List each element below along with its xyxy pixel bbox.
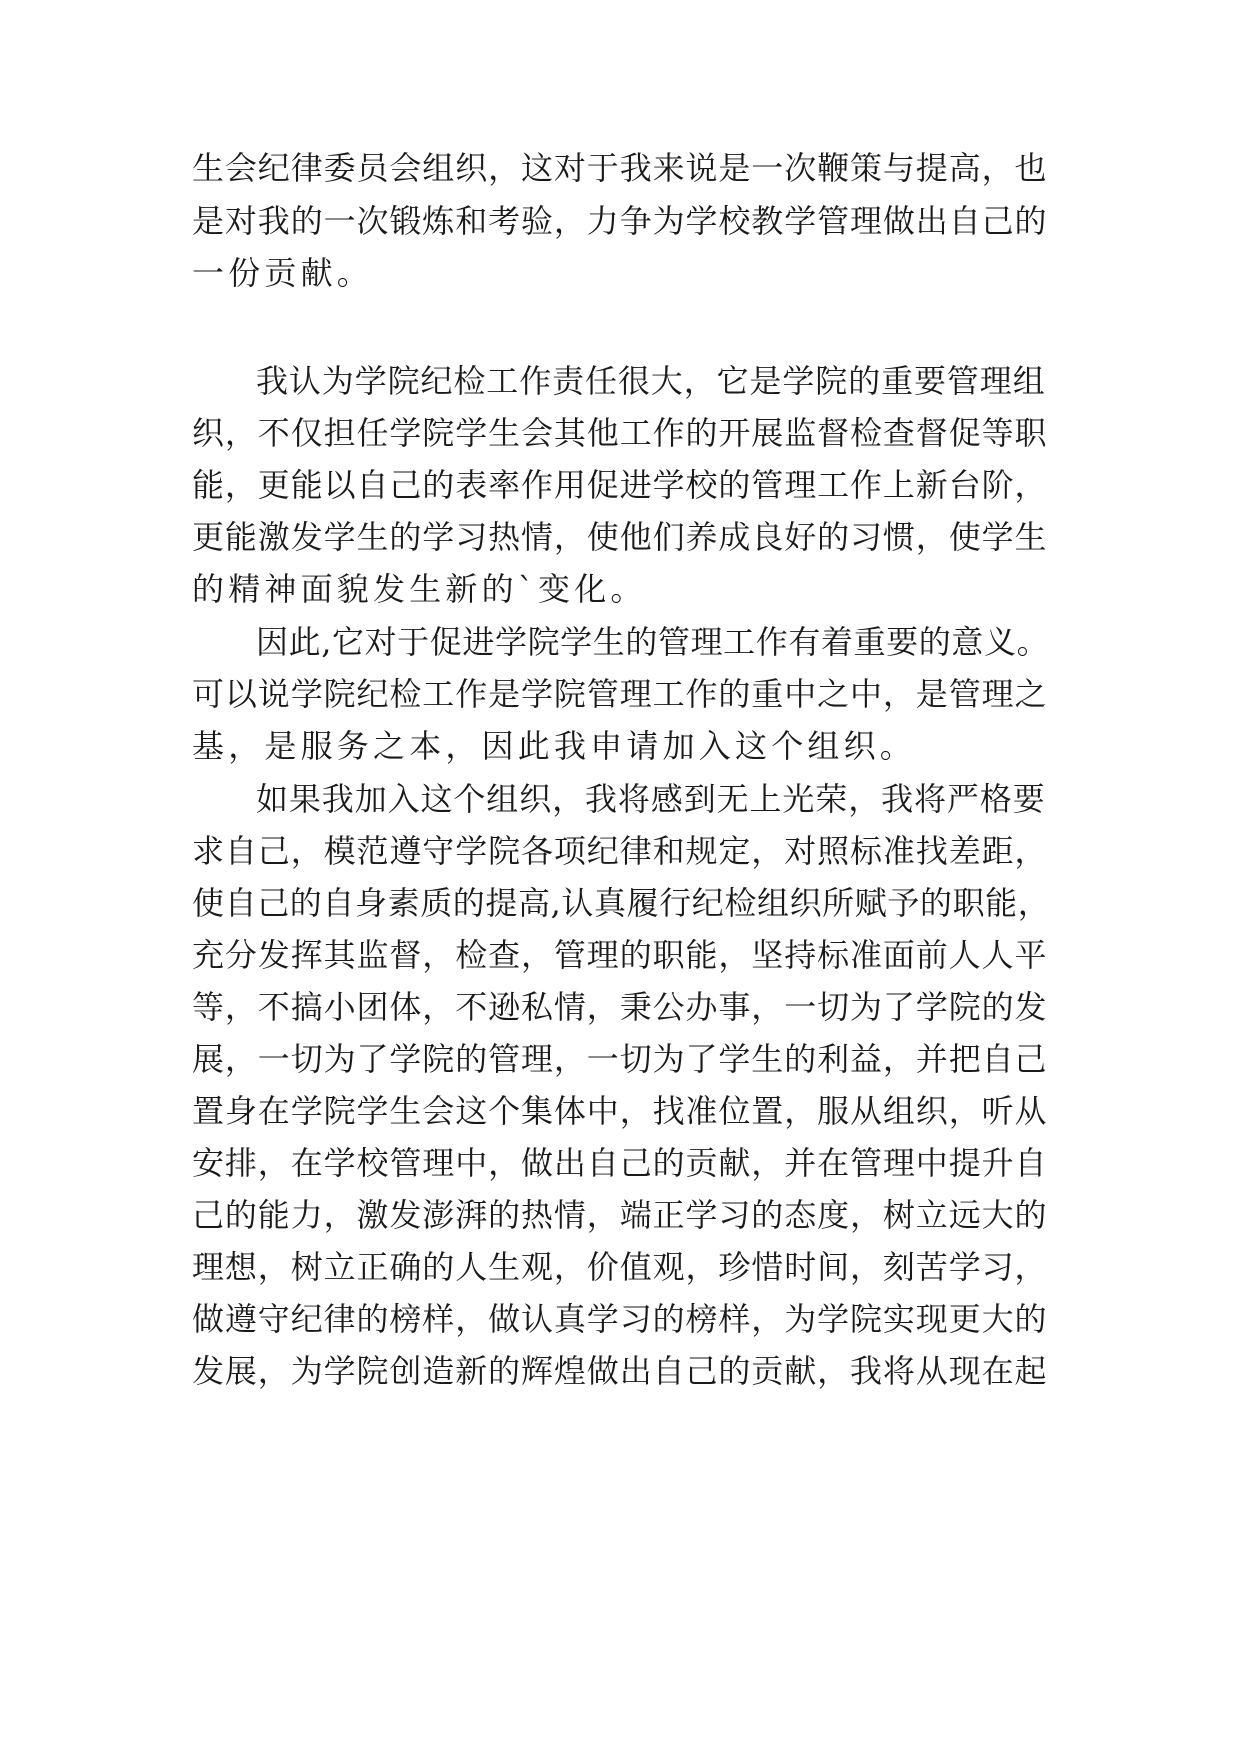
text-line: 能，更能以自己的表率作用促进学校的管理工作上新台阶， [192, 466, 1048, 504]
text-line: 因此,它对于促进学院学生的管理工作有着重要的意义。 [256, 623, 1050, 661]
text-line: 我认为学院纪检工作责任很大，它是学院的重要管理组 [256, 362, 1046, 400]
text-line: 生会纪律委员会组织，这对于我来说是一次鞭策与提高，也 [192, 149, 1048, 187]
text-line: 展，一切为了学院的管理，一切为了学生的利益，并把自己 [192, 1040, 1048, 1078]
text-line: 理想，树立正确的人生观，价值观，珍惜时间，刻苦学习， [192, 1248, 1048, 1286]
text-line: 更能激发学生的学习热情，使他们养成良好的习惯，使学生 [192, 518, 1048, 556]
text-line: 发展，为学院创造新的辉煌做出自己的贡献，我将从现在起 [192, 1352, 1048, 1390]
text-line: 的精神面貌发生新的`变化。 [192, 570, 647, 608]
text-line: 做遵守纪律的榜样，做认真学习的榜样，为学院实现更大的 [192, 1300, 1048, 1338]
text-line: 己的能力，激发澎湃的热情，端正学习的态度，树立远大的 [192, 1196, 1048, 1234]
text-line: 置身在学院学生会这个集体中，找准位置，服从组织，听从 [192, 1092, 1048, 1130]
text-line: 可以说学院纪检工作是学院管理工作的重中之中，是管理之 [192, 675, 1048, 713]
text-line: 是对我的一次锻炼和考验，力争为学校教学管理做出自己的 [192, 202, 1048, 240]
text-line: 基，是服务之本，因此我申请加入这个组织。 [192, 727, 917, 765]
text-line: 织，不仅担任学院学生会其他工作的开展监督检查督促等职 [192, 414, 1048, 452]
text-line: 一份贡献。 [192, 254, 374, 292]
text-line: 如果我加入这个组织，我将感到无上光荣，我将严格要 [256, 780, 1046, 818]
text-line: 求自己，模范遵守学院各项纪律和规定，对照标准找差距， [192, 832, 1048, 870]
text-line: 使自己的自身素质的提高,认真履行纪检组织所赋予的职能， [192, 884, 1051, 922]
text-line: 充分发挥其监督，检查，管理的职能，坚持标准面前人人平 [192, 936, 1048, 974]
text-line: 安排，在学校管理中，做出自己的贡献，并在管理中提升自 [192, 1144, 1048, 1182]
text-line: 等，不搞小团体，不逊私情，秉公办事，一切为了学院的发 [192, 988, 1048, 1026]
